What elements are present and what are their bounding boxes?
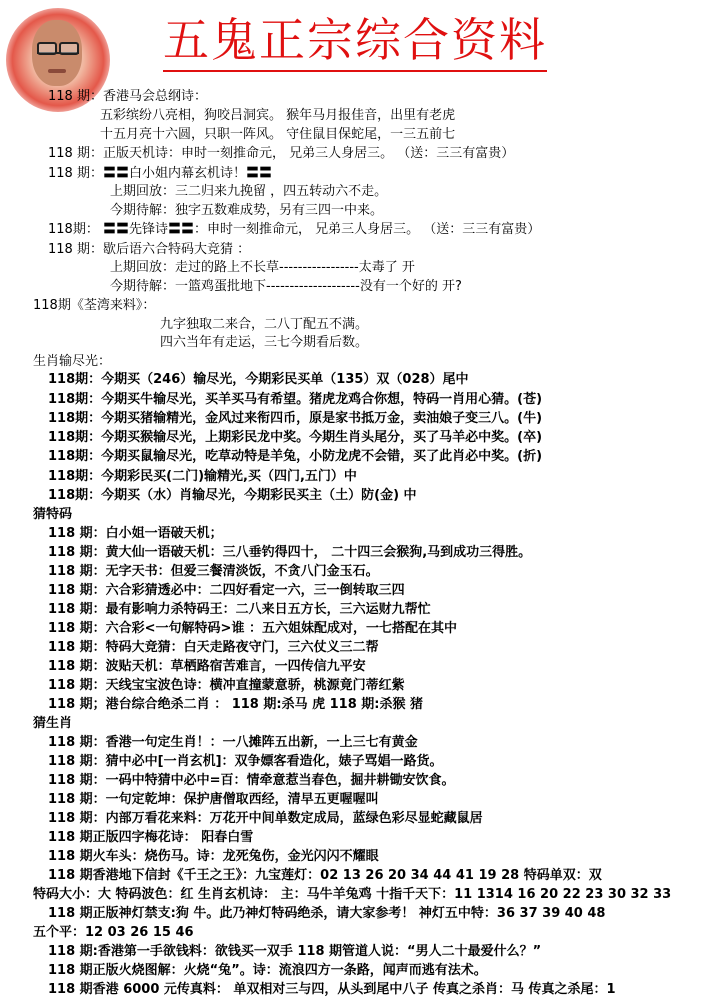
content-line: 今期待解：独字五数难成势，另有三四一中来。 [110, 203, 384, 218]
content-line: 118 期:香港第一手欲钱料：欲钱买一双手 118 期管道人说：“男人二十最爱什么？” [48, 944, 542, 959]
content-line: 118期： 〓〓先锋诗〓〓：申时一刻推命元， 兄弟三人身居三。 （送：三三有富贵） [48, 222, 541, 237]
content-line: 118 期香港 6000 元传真料： 单双相对三与四，从头到尾中八子 传真之杀肖：马 传真之杀尾：1 [48, 982, 616, 997]
content-line: 118 期：最有影响力杀特码王：二八来日五方长，三六运财九帮忙 [48, 602, 431, 617]
content-line: 九字独取二来合，二八丁配五不满。 [160, 317, 369, 332]
content-line: 118 期：波贴天机：草栖路宿苦难言，一四传信九平安 [48, 659, 366, 674]
content-line: 118期《荃湾来料》： [33, 298, 156, 313]
content-line: 118 期：〓〓白小姐内幕玄机诗！〓〓 [48, 166, 272, 181]
content-line: 118 期：天线宝宝波色诗：横冲直撞蒙意骄，桃源竟门蒂红紫 [48, 678, 405, 693]
content-line: 上期回放：走过的路上不长草-----------------太毒了 开 [110, 260, 415, 275]
content-line: 猜生肖 [33, 716, 73, 731]
content-line: 118期：今期买鼠输尽光，吃草动特是羊兔，小防龙虎不会错，买了此肖必中奖。(折) [48, 449, 543, 464]
content-line: 十五月亮十六圆，只职一阵风。 守住鼠目保蛇尾，一三五前七 [100, 127, 456, 142]
content-line: 五个平：12 03 26 15 46 [33, 925, 194, 940]
content-line: 生肖输尽光： [33, 354, 112, 369]
content-line: 118 期；港台综合绝杀二肖 ： 118 期:杀马 虎 118 期:杀猴 猪 [48, 697, 424, 712]
content-line: 118 期：香港马会总纲诗： [48, 89, 207, 104]
content-line: 今期待解：一篮鸡蛋批地下--------------------没有一个好的 开? [110, 279, 462, 294]
content-line: 118期：今期买猴输尽光，上期彩民龙中奖。今期生肖头尾分，买了马羊必中奖。(卒) [48, 430, 543, 445]
content-line: 118期：今期彩民买(二门)输精光,买（四门,五门）中 [48, 469, 357, 484]
content-line: 118 期：特码大竞猜：白天走路夜守门，三六仗义三二帮 [48, 640, 379, 655]
content-line: 特码大小：大 特码波色：红 生肖玄机诗： 主：马牛羊兔鸡 十指千天下：11 1314 16 20 22 23 30 32 33 [33, 887, 672, 902]
content-line: 118 期：六合彩<一句解特码>谁 ：五六姐妹配成对，一七搭配在其中 [48, 621, 457, 636]
content-line: 118 期火车头：烧伤马。诗：龙死兔伤，金光闪闪不耀眼 [48, 849, 379, 864]
content-line: 118期：今期买猪输精光，金风过来衔四币，原是家书抵万金，卖油娘子变三八。(牛) [48, 411, 543, 426]
page-title: 五鬼正宗综合资料 [163, 10, 547, 72]
content-line: 118 期：歇后语六合特码大竞猜 ： [48, 242, 251, 257]
content-line: 118 期：白小姐一语破天机； [48, 526, 223, 541]
content-line: 118 期：六合彩猜透必中：二四好看定一六，三一倒转取三四 [48, 583, 405, 598]
content-line: 118 期正版四字梅花诗： 阳春白雪 [48, 830, 254, 845]
content-line: 118 期：一码中特猜中必中=百：情牵意惹当春色，掘井耕锄安饮食。 [48, 773, 455, 788]
content-line: 118期：今期买（246）输尽光，今期彩民买单（135）双（028）尾中 [48, 372, 469, 387]
mouth [48, 69, 66, 73]
content-line: 118 期：黄大仙一语破天机：三八垂钓得四十， 二十四三会猴狗,马到成功三得胜。 [48, 545, 532, 560]
content-line: 118期：今期买（水）肖输尽光，今期彩民买主（土）防(金) 中 [48, 488, 417, 503]
content-line: 118 期：内部万看花来料：万花开中间单数定成局，蓝绿色彩尽显蛇藏鼠居 [48, 811, 483, 826]
content-line: 118 期：正版天机诗：申时一刻推命元， 兄弟三人身居三。 （送：三三有富贵） [48, 146, 515, 161]
content-line: 118 期：一句定乾坤：保护唐僧取西经，清早五更喔喔叫 [48, 792, 379, 807]
content-line: 上期回放：三二归来九挽留 ，四五转动六不走。 [110, 184, 388, 199]
content-line: 118 期：无字天书：但爱三餐清淡饭，不贪八门金玉石。 [48, 564, 379, 579]
content-line: 五彩缤纷八亮相，狗咬吕洞宾。 猴年马月报佳音，出里有老虎 [100, 108, 456, 123]
content-line: 猜特码 [33, 507, 73, 522]
content-line: 118 期：香港一句定生肖！：一八摊阵五出新，一上三七有黄金 [48, 735, 418, 750]
content-line: 118 期香港地下信封《千王之王》：九宝莲灯：02 13 26 20 34 44 41 19 28 特码单双：双 [48, 868, 602, 883]
content-line: 118 期：猜中必中[一肖玄机]：双争嫖客看造化，婊子骂娼一路货。 [48, 754, 443, 769]
content-line: 118期：今期买牛输尽光，买羊买马有希望。猪虎龙鸡合你想，特码一肖用心猜。(苍) [48, 392, 543, 407]
content-line: 118 期正版神灯禁支:狗 牛。此乃神灯特码绝杀，请大家参考！ 神灯五中特：36 37 39 40 48 [48, 906, 606, 921]
content-line: 118 期正版火烧图解：火烧“兔”。诗：流浪四方一条路，闻声而逃有法术。 [48, 963, 487, 978]
glasses-icon [37, 42, 79, 54]
content-line: 四六当年有走运，三七今期看后数。 [160, 335, 369, 350]
